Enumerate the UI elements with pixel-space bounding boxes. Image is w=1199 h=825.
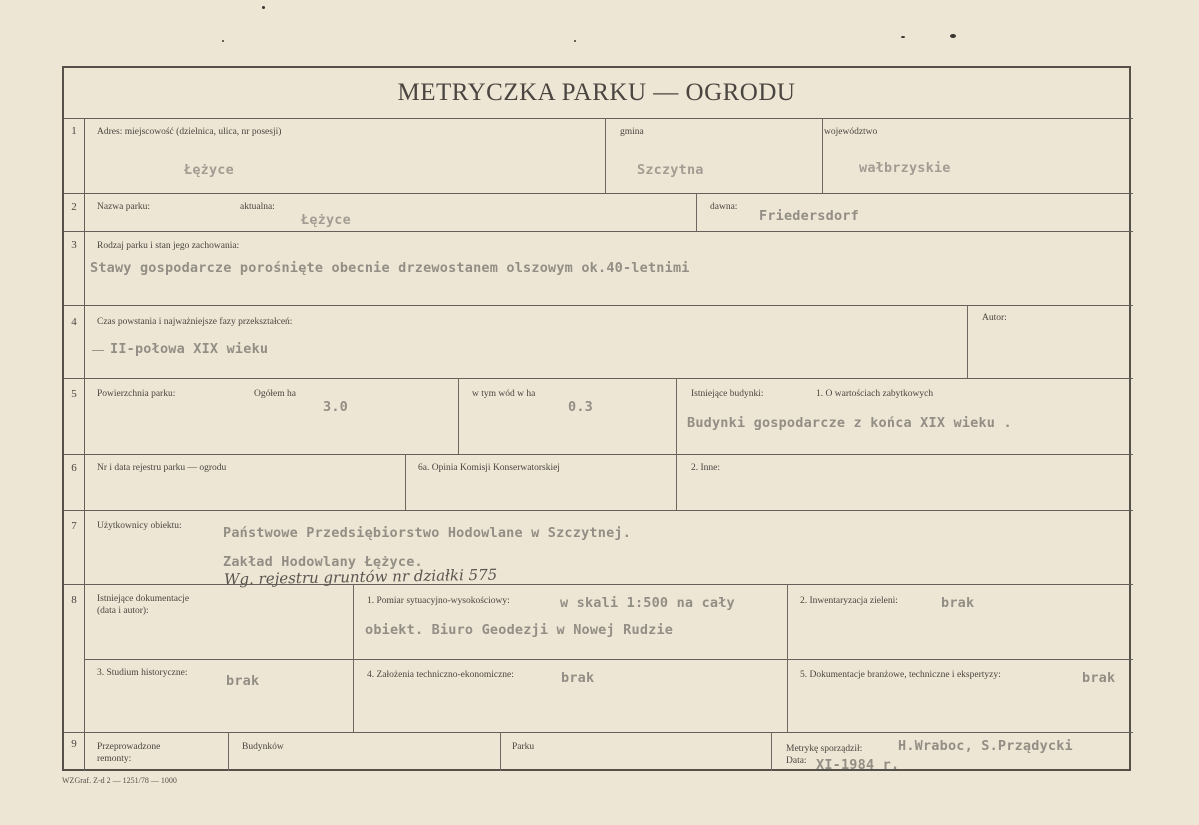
paper-speck	[901, 36, 905, 38]
survey-value-2: obiekt. Biuro Geodezji w Nowej Rudzie	[365, 622, 674, 638]
greenery-label: 2. Inwentaryzacja zieleni:	[800, 596, 898, 606]
history-study-value: brak	[226, 673, 260, 689]
made-by-value: H.Wraboc, S.Prządycki	[898, 738, 1073, 754]
existing-buildings-value: Budynki gospodarcze z końca XIX wieku .	[687, 415, 1012, 431]
handwritten-note: Wg. rejestru gruntów nr działki 575	[223, 565, 498, 589]
print-footer: WZGraf. Z-d 2 — 1251/78 — 1000	[62, 776, 177, 785]
row-divider	[64, 732, 1133, 733]
cell-divider	[676, 378, 677, 454]
water-area-value: 0.3	[568, 399, 593, 415]
branch-docs-label: 5. Dokumentacje branżowe, techniczne i ekspertyzy:	[800, 670, 1001, 680]
row-divider	[64, 305, 1133, 306]
cell-divider	[822, 118, 823, 193]
former-name-value: Friedersdorf	[759, 208, 859, 224]
park-type-value: Stawy gospodarcze porośnięte obecnie drzewostanem olszowym ok.40-letnimi	[90, 260, 690, 276]
row-number-2: 2	[71, 201, 77, 213]
author-label: Autor:	[982, 313, 1007, 323]
repairs-label-1: Przeprowadzone	[97, 742, 161, 752]
users-line-1: Państwowe Przedsiębiorstwo Hodowlane w Szczytnej.	[223, 525, 632, 541]
paper-speck	[574, 40, 576, 42]
row-number-7: 7	[71, 520, 77, 532]
cell-divider	[228, 732, 229, 771]
buildings-repairs-label: Budynków	[242, 742, 284, 752]
paper-speck	[222, 40, 224, 42]
history-study-label: 3. Studium historyczne:	[97, 668, 188, 678]
park-record-form	[62, 66, 1131, 771]
total-area-value: 3.0	[323, 399, 348, 415]
cell-divider	[500, 732, 501, 771]
branch-docs-value: brak	[1082, 670, 1116, 686]
row-number-8: 8	[71, 594, 77, 606]
date-value: XI-1984 r.	[816, 757, 900, 773]
cell-divider	[605, 118, 606, 193]
documentation-label: Istniejące dokumentacje	[97, 594, 190, 604]
address-value: Łężyce	[184, 162, 234, 178]
row-number-3: 3	[71, 239, 77, 251]
row-divider	[64, 231, 1133, 232]
origin-time-value: II-połowa XIX wieku	[110, 341, 269, 357]
row-divider	[64, 378, 1133, 379]
former-name-label: dawna:	[710, 202, 738, 212]
row-number-6: 6	[71, 462, 77, 474]
survey-value-1: w skali 1:500 na cały	[560, 595, 735, 611]
total-area-label: Ogółem ha	[254, 389, 296, 399]
cell-divider	[405, 454, 406, 510]
row-divider	[64, 510, 1133, 511]
row-number-5: 5	[71, 388, 77, 400]
form-title: METRYCZKA PARKU — OGRODU	[397, 79, 796, 106]
park-type-label: Rodzaj parku i stan jego zachowania:	[97, 241, 240, 251]
cell-divider	[458, 378, 459, 454]
row-divider	[64, 454, 1133, 455]
survey-label: 1. Pomiar sytuacyjno-wysokościowy:	[367, 596, 510, 606]
documentation-sublabel: (data i autor):	[97, 606, 149, 616]
gmina-label: gmina	[620, 127, 644, 137]
tech-econ-label: 4. Założenia techniczno-ekonomiczne:	[367, 670, 514, 680]
existing-buildings-label: Istniejące budynki:	[691, 389, 764, 399]
row-number-9: 9	[71, 738, 77, 750]
cell-divider	[967, 305, 968, 378]
register-label: Nr i data rejestru parku — ogrodu	[97, 463, 227, 473]
monument-value-label: 1. O wartościach zabytkowych	[816, 389, 934, 399]
paper-speck	[950, 34, 956, 38]
current-name-label: aktualna:	[240, 202, 275, 212]
tech-econ-value: brak	[561, 670, 595, 686]
gmina-value: Szczytna	[637, 162, 704, 178]
cell-divider	[353, 584, 354, 732]
address-label: Adres: miejscowość (dzielnica, ulica, nr posesji)	[97, 127, 282, 137]
paper-speck	[262, 6, 265, 9]
cell-divider	[676, 454, 677, 510]
row-number-1: 1	[71, 125, 77, 137]
repairs-label-2: remonty:	[97, 754, 132, 764]
wojewodztwo-value: wałbrzyskie	[859, 160, 951, 176]
row-number-4: 4	[71, 316, 77, 328]
row-divider	[84, 659, 1133, 660]
commission-opinion-label: 6a. Opinia Komisji Konserwatorskiej	[418, 463, 560, 473]
current-name-value: Łężyce	[301, 212, 351, 228]
park-repairs-label: Parku	[512, 742, 535, 752]
users-label: Użytkownicy obiektu:	[97, 521, 182, 531]
cell-divider	[696, 193, 697, 231]
park-name-label: Nazwa parku:	[97, 202, 151, 212]
cell-divider	[771, 732, 772, 771]
area-label: Powierzchnia parku:	[97, 389, 176, 399]
greenery-value: brak	[941, 595, 975, 611]
wojewodztwo-label: województwo	[824, 127, 878, 137]
row-divider	[64, 193, 1133, 194]
made-by-label: Metrykę sporządził:	[786, 744, 863, 754]
number-column-line	[84, 118, 85, 771]
cell-divider	[787, 584, 788, 732]
date-label: Data:	[786, 756, 807, 766]
row-divider	[64, 118, 1133, 119]
origin-time-label: Czas powstania i najważniejsze fazy przekształceń:	[97, 317, 293, 327]
users-line-2: Zakład Hodowlany Łężyce.	[223, 554, 423, 570]
water-area-label: w tym wód w ha	[472, 389, 536, 399]
leading-dash	[92, 350, 104, 351]
other-label: 2. Inne:	[691, 463, 721, 473]
